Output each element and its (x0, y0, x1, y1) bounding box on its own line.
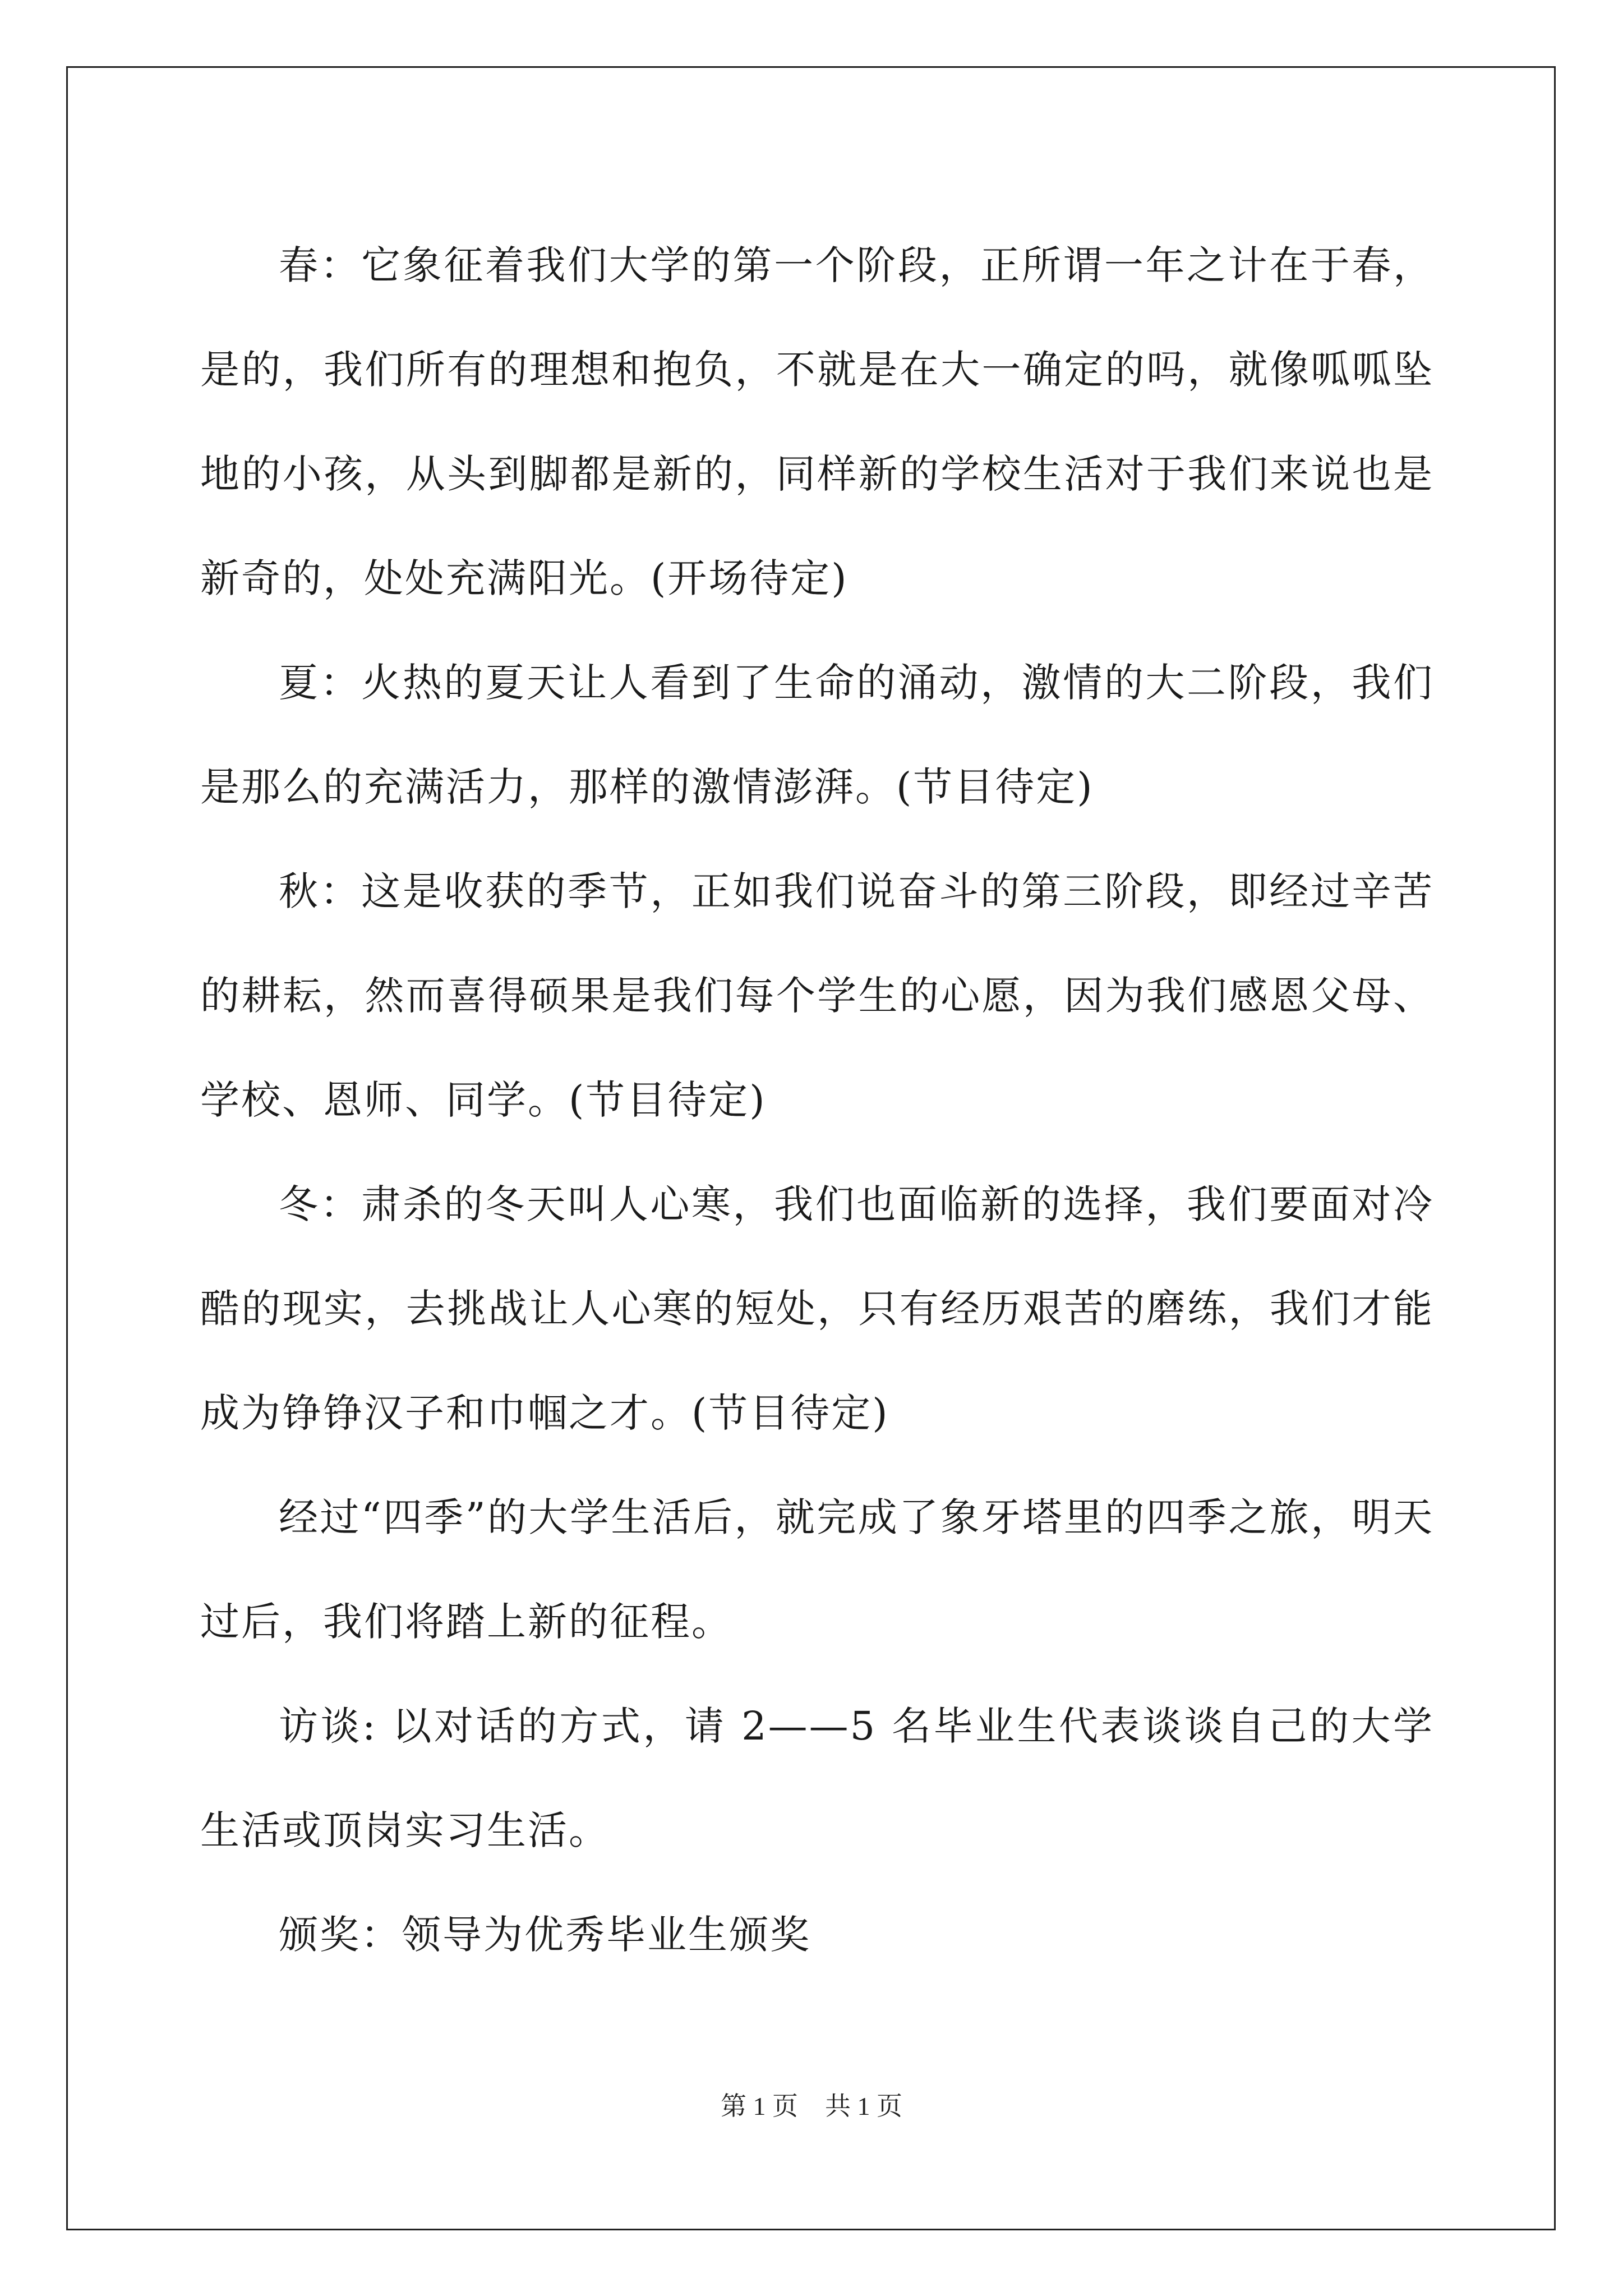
paragraph-spring: 春：它象征着我们大学的第一个阶段，正所谓一年之计在于春，是的，我们所有的理想和抱负，不就是在大一确定的吗，就像呱呱坠地的小孩，从头到脚都是新的，同样新的学校生活对于我们来说也是新奇的，处处充满阳光。(开场待定) (200, 242, 1434, 601)
paragraph-award: 颁奖：领导为优秀毕业生颁奖 (279, 1912, 811, 1958)
page-number-total: 共 1 页 (825, 2092, 902, 2120)
paragraph-interview: 访谈: 以对话的方式，请 2——5 名毕业生代表谈谈自己的大学生活或顶岗实习生活。 (200, 1703, 1434, 1853)
page-number-current: 第 1 页 (721, 2092, 798, 2120)
document-body (200, 213, 1434, 1987)
paragraph-autumn: 秋：这是收获的季节，正如我们说奋斗的第三阶段，即经过辛苦的耕耘，然而喜得硕果是我们每个学生的心愿，因为我们感恩父母、学校、恩师、同学。(节目待定) (200, 868, 1434, 1123)
paragraph-winter: 冬：肃杀的冬天叫人心寒，我们也面临新的选择，我们要面对冷酷的现实，去挑战让人心寒的短处，只有经历艰苦的磨练，我们才能成为铮铮汉子和巾帼之才。(节目待定) (200, 1181, 1434, 1436)
page-footer (0, 2090, 1623, 2123)
paragraph-four-seasons: 经过“四季”的大学生活后，就完成了象牙塔里的四季之旅，明天过后，我们将踏上新的征程。 (200, 1494, 1434, 1645)
paragraph-summer: 夏：火热的夏天让人看到了生命的涌动，激情的大二阶段，我们是那么的充满活力，那样的激情澎湃。(节目待定) (200, 660, 1434, 810)
